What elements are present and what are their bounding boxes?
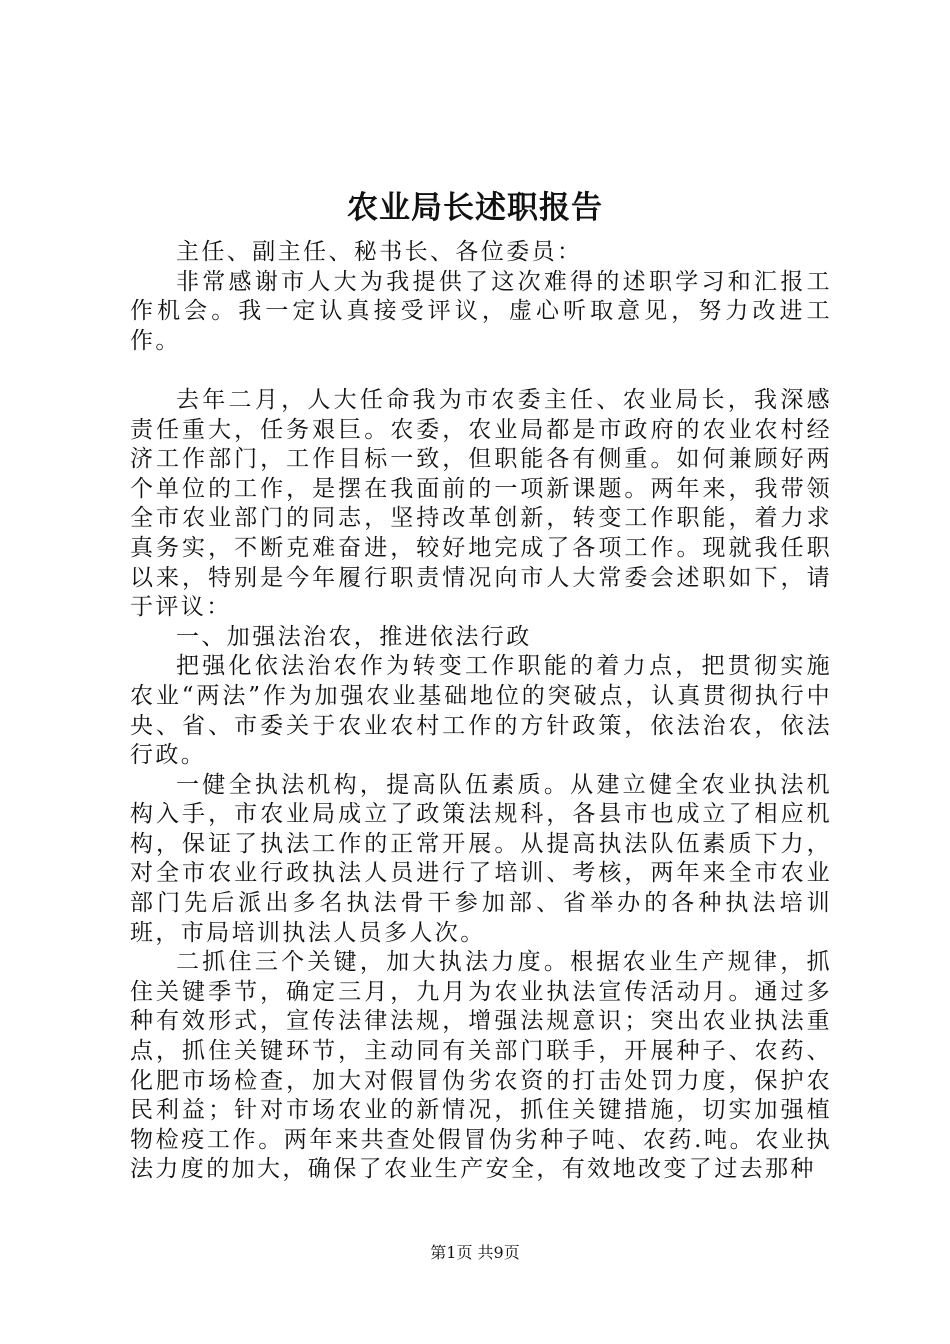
body-paragraph: 把强化依法治农作为转变工作职能的着力点，把贯彻实施农业“两法”作为加强农业基础地位的突破点，认真贯彻执行中央、省、市委关于农业农村工作的方针政策，依法治农，依法行政。 (130, 653, 832, 769)
section-heading: 一、加强法治农，推进依法行政 (176, 623, 532, 650)
body-paragraph: 一健全执法机构，提高队伍素质。从建立健全农业执法机构入手，市农业局成立了政策法规科，各县市也成立了相应机构，保证了执法工作的正常开展。从提高执法队伍素质下力，对全市农业行政执法人员进行了培训、考核，两年来全市农业部门先后派出多名执法骨干参加部、省举办的各种执法培训班，市局培训执法人员多人次。 (130, 771, 832, 946)
document-body (130, 238, 832, 1185)
document-title: 农业局长述职报告 (347, 190, 603, 226)
page-number-footer: 第1页 共9页 (430, 1243, 520, 1262)
body-paragraph: 二抓住三个关键，加大执法力度。根据农业生产规律，抓住关键季节，确定三月，九月为农业执法宣传活动月。通过多种有效形式，宣传法律法规，增强法规意识；突出农业执法重点，抓住关键环节，主动同有关部门联手，开展种子、农药、化肥市场检查，加大对假冒伪劣农资的打击处罚力度，保护农民利益；针对市场农业的新情况，抓住关键措施，切实加强植物检疫工作。两年来共查处假冒伪劣种子吨、农药.吨。农业执法力度的加大，确保了农业生产安全，有效地改变了过去那种 (130, 949, 832, 1183)
body-paragraph: 去年二月，人大任命我为市农委主任、农业局长，我深感责任重大，任务艰巨。农委，农业局都是市政府的农业农村经济工作部门，工作目标一致，但职能各有侧重。如何兼顾好两个单位的工作，是摆在我面前的一项新课题。两年来，我带领全市农业部门的同志，坚持改革创新，转变工作职能，着力求真务实，不断克难奋进，较好地完成了各项工作。现就我任职以来，特别是今年履行职责情况向市人大常委会述职如下，请于评议： (130, 386, 832, 621)
body-paragraph: 非常感谢市人大为我提供了这次难得的述职学习和汇报工作机会。我一定认真接受评议，虚心听取意见，努力改进工作。 (130, 268, 832, 354)
salutation-paragraph: 主任、副主任、秘书长、各位委员： (176, 239, 583, 265)
